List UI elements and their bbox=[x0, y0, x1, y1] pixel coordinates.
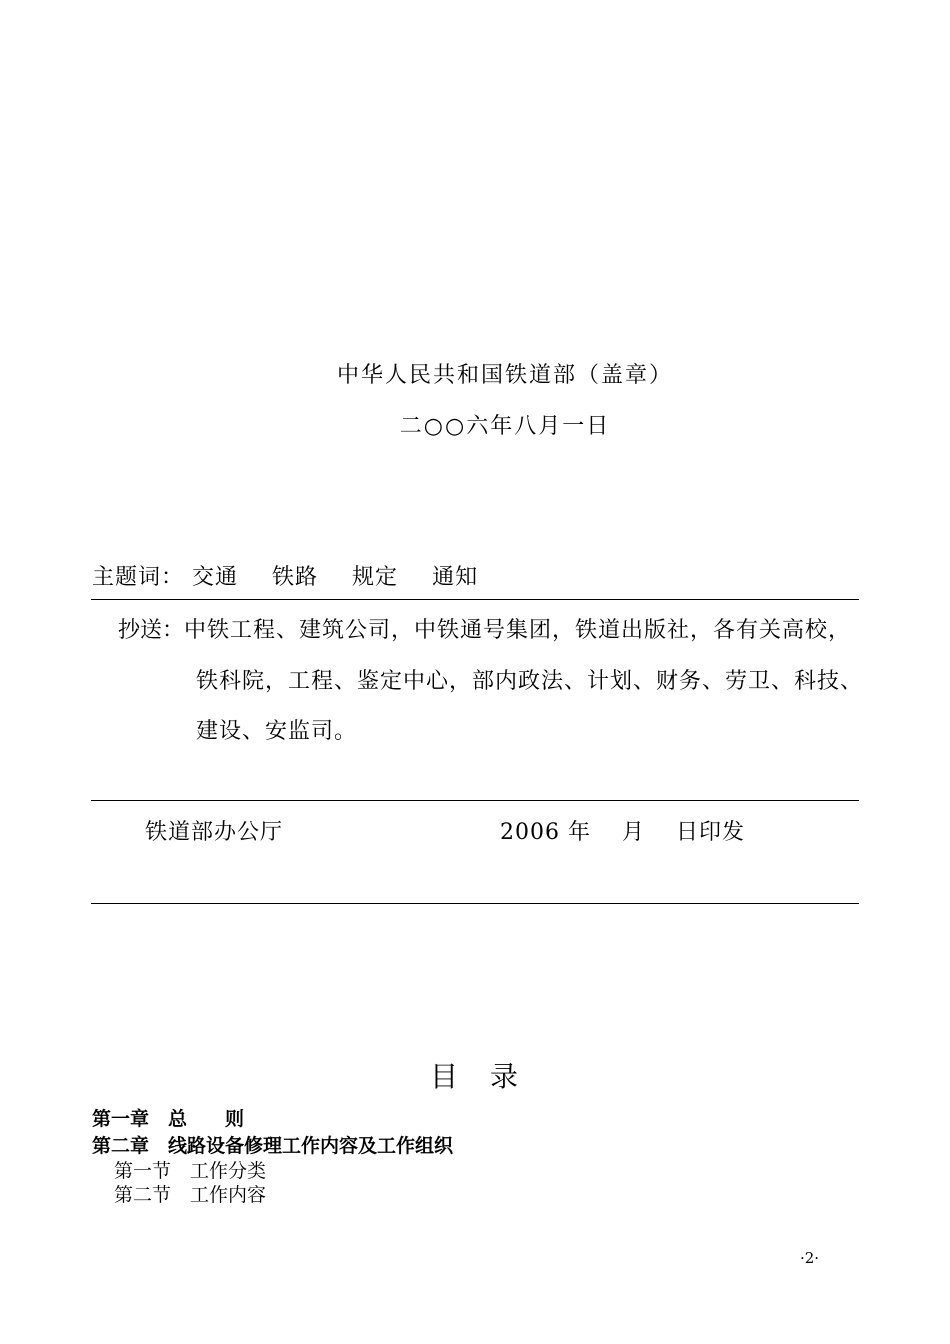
page-number: ·2· bbox=[800, 1249, 820, 1267]
keyword: 规定 bbox=[352, 565, 399, 590]
keyword: 铁路 bbox=[272, 565, 319, 590]
issuing-office: 铁道部办公厅 bbox=[145, 820, 284, 845]
toc-chapter: 第二章 线路设备修理工作内容及工作组织 bbox=[92, 1135, 454, 1157]
cc-label: 抄送： bbox=[118, 618, 185, 643]
issuer-seal-line: 中华人民共和国铁道部（盖章） bbox=[336, 363, 673, 388]
issue-date: 二○○六年八月一日 bbox=[399, 414, 611, 439]
toc-section: 第一节 工作分类 bbox=[114, 1160, 267, 1182]
print-date: 2006 年 月 日印发 bbox=[500, 820, 745, 845]
cc-line: 建设、安监司。 bbox=[196, 719, 358, 744]
toc-chapter: 第一章 总 则 bbox=[92, 1108, 245, 1130]
toc-title: 目 录 bbox=[429, 1060, 520, 1093]
divider-line bbox=[91, 800, 859, 801]
cc-line: 中铁工程、建筑公司，中铁通号集团，铁道出版社，各有关高校， bbox=[184, 618, 852, 643]
cc-line: 铁科院，工程、鉴定中心，部内政法、计划、财务、劳卫、科技、 bbox=[196, 669, 864, 694]
keyword: 通知 bbox=[432, 565, 479, 590]
divider-line bbox=[91, 599, 859, 600]
toc-section: 第二节 工作内容 bbox=[114, 1184, 267, 1206]
subject-label: 主题词： bbox=[92, 565, 185, 590]
keyword: 交通 bbox=[192, 565, 239, 590]
subject-keywords bbox=[92, 560, 504, 591]
divider-line bbox=[91, 903, 859, 904]
